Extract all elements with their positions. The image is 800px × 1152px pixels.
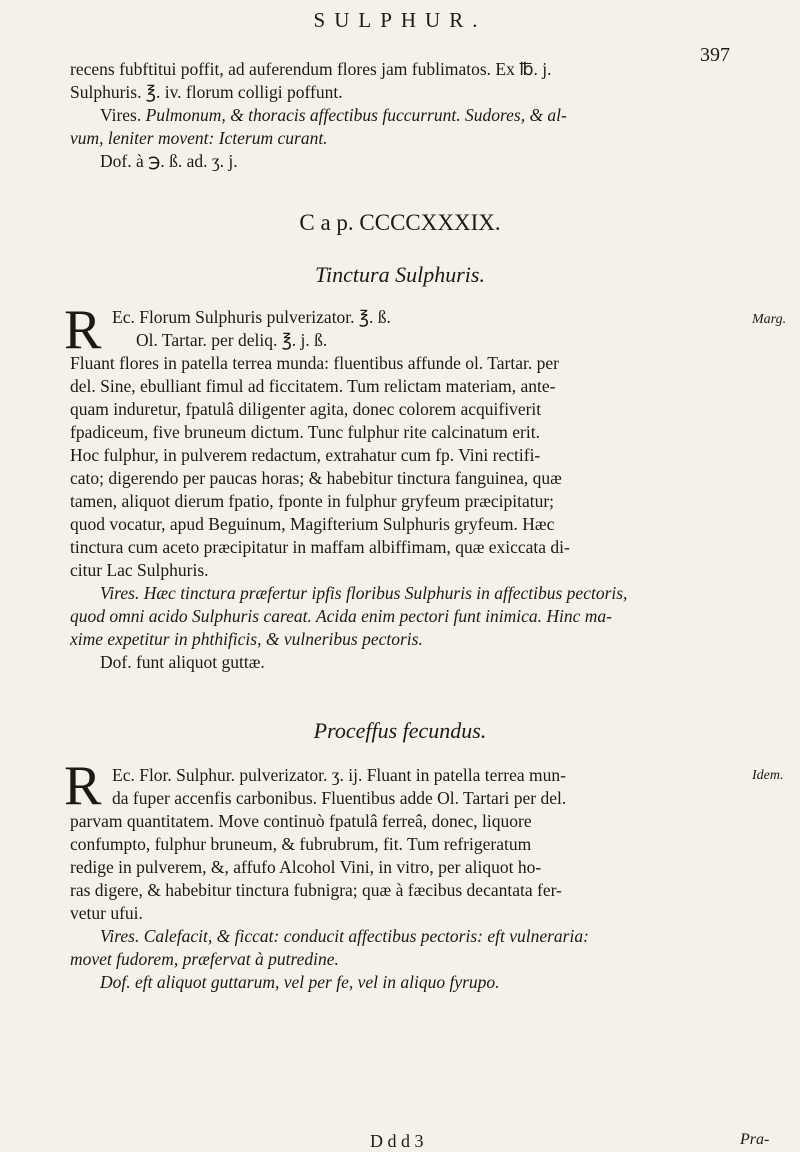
text-line: confumpto, fulphur bruneum, & fubrubrum, fit. Tum refrigeratum	[70, 834, 532, 854]
recipe-line: Ec. Flor. Sulphur. pulverizator. ʒ. ij. Fluant in patella terrea mun-	[112, 765, 566, 785]
vires-line: Vires. Hæc tinctura præfertur ipfis floribus Sulphuris in affectibus pectoris,	[100, 583, 628, 603]
text-line: parvam quantitatem. Move continuò fpatulâ ferreâ, donec, liquore	[70, 811, 532, 831]
catchword: Pra-	[740, 1131, 770, 1148]
text-line: recens fubftitui poffit, ad auferendum flores jam fublimatos. Ex ℔. j.	[70, 59, 552, 79]
chapter-title: Tinctura Sulphuris.	[315, 262, 485, 287]
vires-text: Pulmonum, & thoracis affectibus fuccurrunt. Sudores, & al-	[145, 105, 567, 125]
text-line: del. Sine, ebulliant fimul ad ficcitatem. Tum relictam materiam, ante-	[70, 376, 556, 396]
margin-note: Marg.	[752, 312, 787, 327]
text-line: Fluant flores in patella terrea munda: fluentibus affunde ol. Tartar. per	[70, 353, 559, 373]
text-line: Hoc fulphur, in pulverem redactum, extrahatur cum fp. Vini rectifi-	[70, 445, 541, 465]
running-head: SULPHUR.	[313, 8, 487, 32]
text-line: quod vocatur, apud Beguinum, Magifterium Sulphuris gryfeum. Hæc	[70, 514, 555, 534]
recipe-line: Ec. Florum Sulphuris pulverizator. ℥. ß.	[112, 307, 391, 327]
recipe-body	[70, 352, 750, 674]
drop-cap: R	[64, 755, 102, 817]
recipe2-body	[70, 810, 750, 994]
recipe-line: Ol. Tartar. per deliq. ℥. j. ß.	[136, 330, 328, 350]
text-line: quam induretur, fpatulâ diligenter agita, donec colorem acquifiverit	[70, 399, 542, 419]
dose-line: Dof. funt aliquot guttæ.	[100, 652, 265, 672]
recipe2-first	[112, 764, 742, 810]
dose-line: Dof. à ℈. ß. ad. ʒ. j.	[100, 151, 238, 171]
text-line: vetur ufui.	[70, 903, 143, 923]
dose-line: Dof. eft aliquot guttarum, vel per fe, vel in aliquo fyrupo.	[100, 972, 500, 992]
text-line: tamen, aliquot dierum fpatio, fponte in fulphur gryfeum præcipitatur;	[70, 491, 555, 511]
vires-text-2: vum, leniter movent: Icterum curant.	[70, 128, 328, 148]
drop-cap: R	[64, 299, 102, 361]
vires-label: Vires.	[100, 105, 142, 125]
vires-line	[70, 104, 750, 127]
vires-line: Vires. Calefacit, & ficcat: conducit affectibus pectoris: eft vulneraria:	[100, 926, 589, 946]
text-line: citur Lac Sulphuris.	[70, 560, 209, 580]
text-line: redige in pulverem, &, affufo Alcohol Vini, in vitro, per aliquot ho-	[70, 857, 542, 877]
vires-line: movet fudorem, præfervat à putredine.	[70, 949, 339, 969]
text-line: Sulphuris. ℥. iv. florum colligi poffunt.	[70, 82, 343, 102]
vires-line: xime expetitur in phthificis, & vulneribus pectoris.	[70, 629, 423, 649]
text-line: tinctura cum aceto præcipitatur in maffam albiffimam, quæ exiccata di-	[70, 537, 570, 557]
signature-mark: D d d 3	[370, 1131, 424, 1151]
block-intro	[70, 58, 750, 173]
vires-line: quod omni acido Sulphuris careat. Acida enim pectori funt inimica. Hinc ma-	[70, 606, 612, 626]
text-line: fpadiceum, five bruneum dictum. Tunc fulphur rite calcinatum erit.	[70, 422, 540, 442]
text-line: cato; digerendo per paucas horas; & habebitur tinctura fanguinea, quæ	[70, 468, 562, 488]
process-title: Proceffus fecundus.	[313, 718, 487, 743]
page-number: 397	[700, 44, 730, 66]
chapter-heading: C a p. CCCCXXXIX.	[299, 210, 501, 235]
margin-note: Idem.	[752, 768, 784, 783]
text-line: ras digere, & habebitur tinctura fubnigra; quæ à fæcibus decantata fer-	[70, 880, 562, 900]
recipe-line: da fuper accenfis carbonibus. Fluentibus adde Ol. Tartari per del.	[112, 788, 567, 808]
recipe-head	[112, 306, 742, 352]
